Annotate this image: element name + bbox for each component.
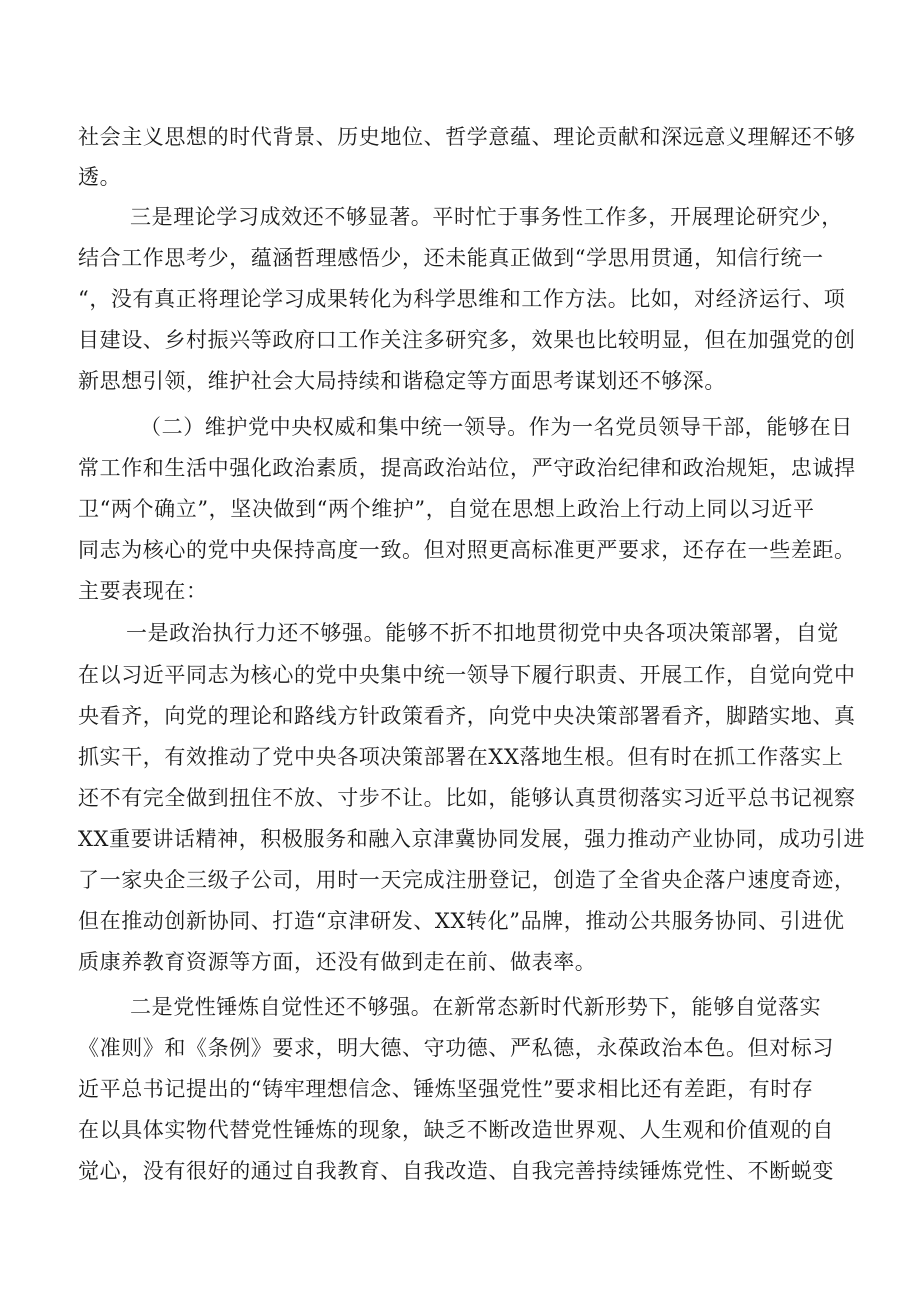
text-line: 常工作和生活中强化政治素质，提高政治站位，严守政治纪律和政治规矩，忠诚捍 — [78, 456, 856, 480]
text-line: 抓实干，有效推动了党中央各项决策部署在XX落地生根。但有时在抓工作落实上 — [78, 745, 844, 769]
text-line: 但在推动创新协同、打造“京津研发、XX转化”品牌，推动公共服务协同、引进优 — [78, 909, 845, 933]
text-line: 新思想引领，维护社会大局持续和谐稳定等方面思考谋划还不够深。 — [78, 369, 726, 393]
text-line: 近平总书记提出的“铸牢理想信念、锤炼坚强党性”要求相比还有差距，有时存 — [78, 1077, 814, 1101]
text-line: 在以具体实物代替党性锤炼的现象，缺乏不断改造世界观、人生观和价值观的自 — [78, 1118, 834, 1142]
text-line: 还不有完全做到扭住不放、寸步不让。比如，能够认真贯彻落实习近平总书记视察 — [78, 786, 856, 810]
text-line: XX重要讲话精神，积极服务和融入京津冀协同发展，强力推动产业协同，成功引进 — [78, 827, 866, 851]
text-line: 一是政治执行力还不够强。能够不折不扣地贯彻党中央各项决策部署，自觉 — [126, 621, 839, 645]
text-line: 在以习近平同志为核心的党中央集中统一领导下履行职责、开展工作，自觉向党中 — [78, 663, 856, 687]
text-line: 三是理论学习成效还不够显著。平时忙于事务性工作多，开展理论研究少， — [130, 205, 843, 229]
text-line: 目建设、乡村振兴等政府口工作关注多研究多，效果也比较明显，但在加强党的创 — [78, 328, 856, 352]
text-line: 社会主义思想的时代背景、历史地位、哲学意蕴、理论贡献和深远意义理解还不够 — [78, 125, 856, 149]
text-line: “，没有真正将理论学习成果转化为科学思维和工作方法。比如，对经济运行、项 — [78, 287, 846, 311]
text-line: 透。 — [78, 165, 122, 189]
text-line: 结合工作思考少，蕴涵哲理感悟少，还未能真正做到“学思用贯通，知信行统一 — [78, 246, 824, 270]
text-line: 同志为核心的党中央保持高度一致。但对照更高标准更严要求，还存在一些差距。 — [78, 538, 856, 562]
text-line: 主要表现在： — [78, 579, 208, 603]
text-line: 觉心，没有很好的通过自我教育、自我改造、自我完善持续锤炼党性、不断蜕变 — [78, 1159, 834, 1183]
text-line: 了一家央企三级子公司，用时一天完成注册登记，创造了全省央企落户速度奇迹， — [78, 868, 856, 892]
text-line: 《准则》和《条例》要求，明大德、守功德、严私德，永葆政治本色。但对标习 — [78, 1036, 834, 1060]
text-line: 质康养教育资源等方面，还没有做到走在前、做表率。 — [78, 950, 597, 974]
text-line: （二）维护党中央权威和集中统一领导。作为一名党员领导干部，能够在日 — [140, 415, 853, 439]
text-line: 卫“两个确立”，坚决做到“两个维护”，自觉在思想上政治上行动上同以习近平 — [78, 497, 815, 521]
text-line: 二是党性锤炼自觉性还不够强。在新常态新时代新形势下，能够自觉落实 — [130, 995, 822, 1019]
text-line: 央看齐，向党的理论和路线方针政策看齐，向党中央决策部署看齐，脚踏实地、真 — [78, 704, 856, 728]
